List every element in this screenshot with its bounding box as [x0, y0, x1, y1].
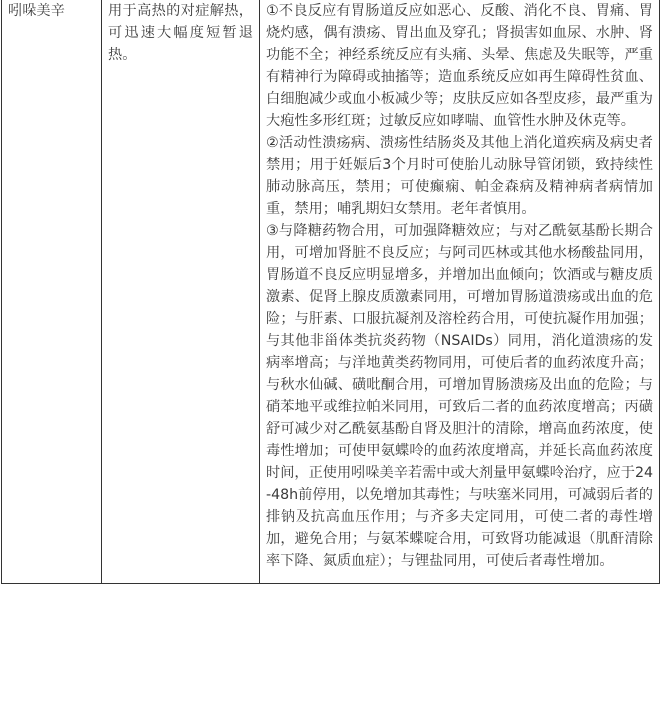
- notes-cell: [260, 0, 660, 584]
- drug-name-cell: [2, 0, 102, 584]
- drug-interactions-paragraph: ③与降糖药物合用，可加强降糖效应；与对乙酰氨基酚长期合用，可增加肾脏不良反应；与阿司匹林或其他水杨酸盐同用，胃肠道不良反应明显增多，并增加出血倾向；饮酒或与糖皮质激素、促肾上腺皮质激素同用，可增加胃肠道溃疡或出血的危险；与肝素、口服抗凝剂及溶栓药合用，可使抗凝作用加强；与其他非甾体类抗炎药物（NSAIDs）同用，消化道溃疡的发病率增高；与洋地黄类药物同用，可使后者的血药浓度升高；与秋水仙碱、磺吡酮合用，可增加胃肠溃疡及出血的危险；与硝苯地平或维拉帕米同用，可致后二者的血药浓度增高；丙磺舒可减少对乙酰氨基酚自肾及胆汁的清除，增高血药浓度，使毒性增加；可使甲氨蝶呤的血药浓度增高，并延长高血药浓度时间，正使用吲哚美辛若需中或大剂量甲氨蝶呤治疗，应于24-48h前停用，以免增加其毒性；与呋塞米同用，可减弱后者的排钠及抗高血压作用；与齐多夫定同用，可使二者的毒性增加，避免合用；与氨苯蝶啶合用，可致肾功能减退（肌酐清除率下降、氮质血症）；与锂盐同用，可使后者毒性增加。: [266, 223, 653, 569]
- indication-cell: [102, 0, 260, 584]
- drug-name: 吲哚美辛: [8, 3, 65, 19]
- cell-bottom-padding: [266, 572, 653, 583]
- indication-text: 用于高热的对症解热，可迅速大幅度短暂退热。: [108, 3, 253, 63]
- adverse-reactions-paragraph: ①不良反应有胃肠道反应如恶心、反酸、消化不良、胃痛、胃烧灼感，偶有溃疡、胃出血及穿孔；肾损害如血尿、水肿、肾功能不全；神经系统反应有头痛、头晕、焦虑及失眠等，严重有精神行为障碍或抽搐等；造血系统反应如再生障碍性贫血、白细胞减少或血小板减少等；皮肤反应如各型皮疹，最严重为大疱性多形红斑；过敏反应如哮喘、血管性水肿及休克等。: [266, 3, 653, 129]
- contraindications-paragraph: ②活动性溃疡病、溃疡性结肠炎及其他上消化道疾病及病史者禁用；用于妊娠后3个月时可使胎儿动脉导管闭锁，致持续性肺动脉高压，禁用；可使癫痫、帕金森病及精神病者病情加重，禁用；哺乳期妇女禁用。老年者慎用。: [266, 135, 653, 217]
- table-row: [2, 0, 660, 584]
- drug-info-table: [1, 0, 660, 584]
